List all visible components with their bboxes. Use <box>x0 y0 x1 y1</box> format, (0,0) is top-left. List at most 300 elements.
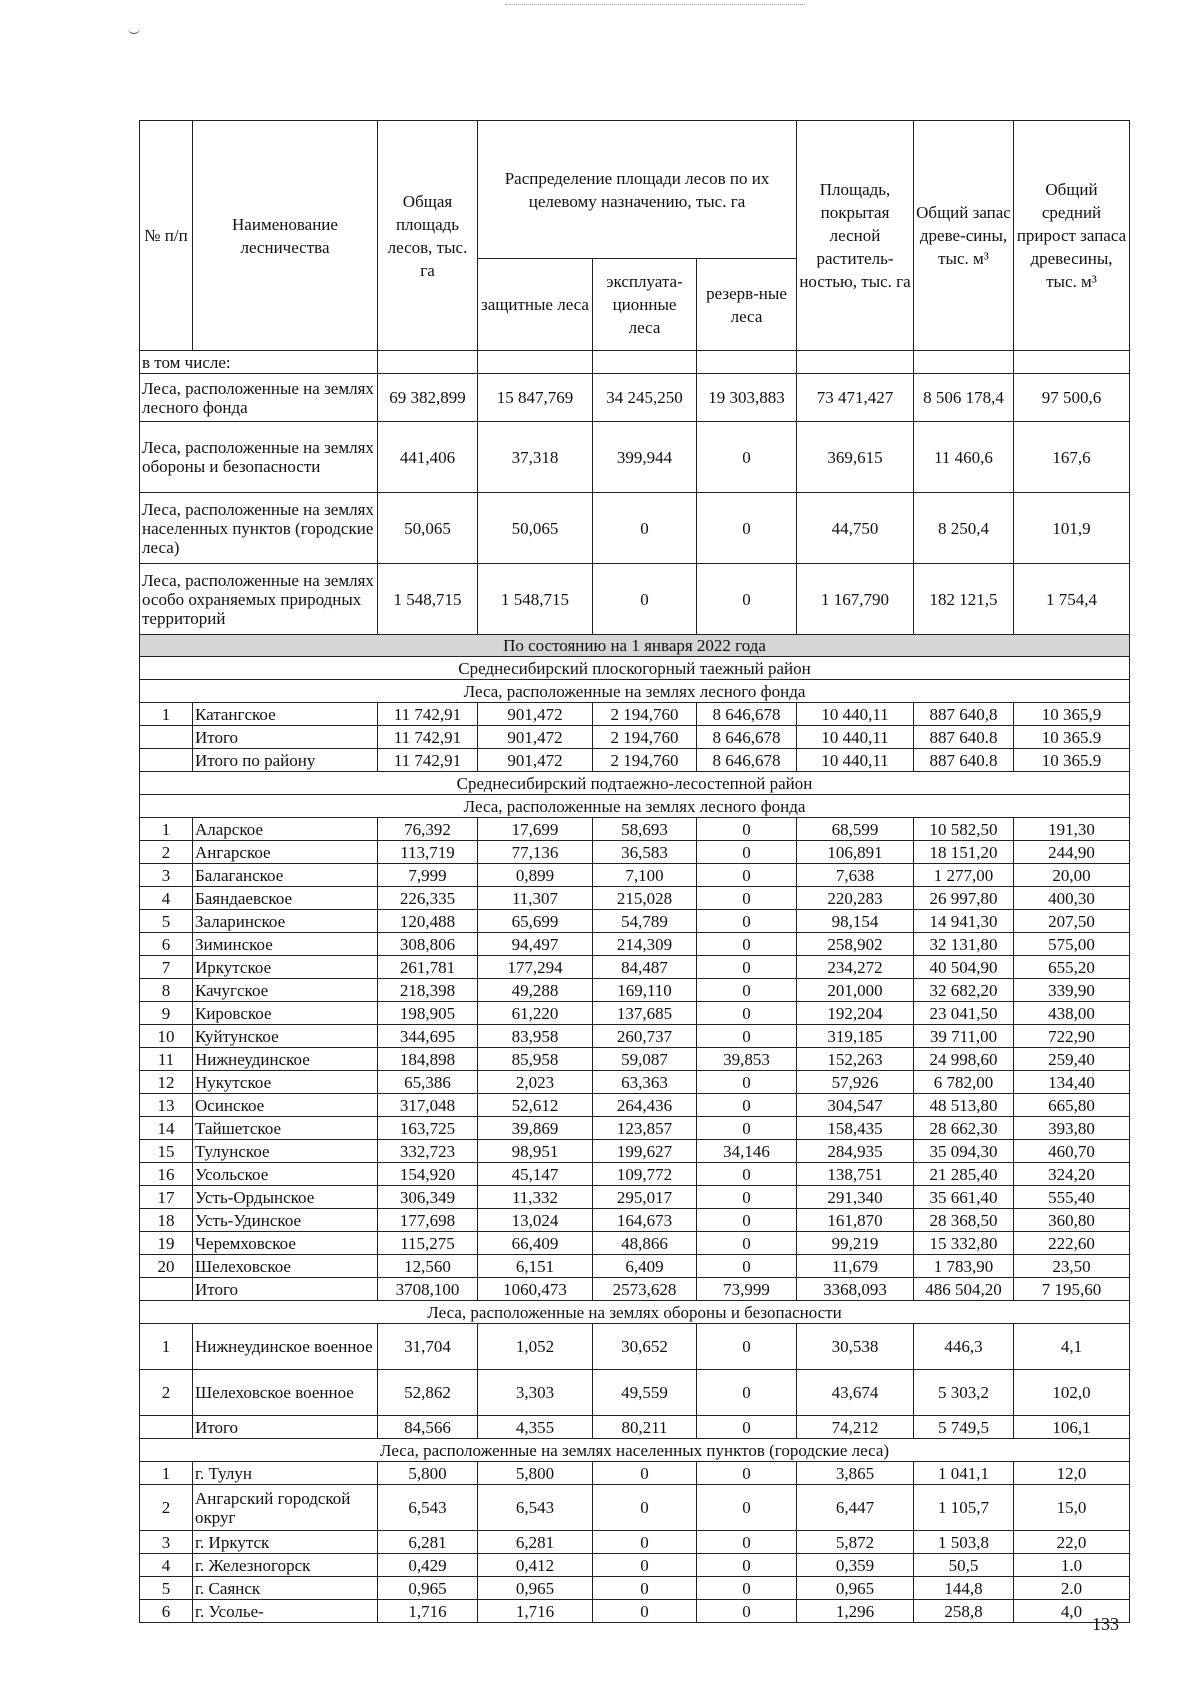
reserve-cell: 0 <box>697 1025 797 1048</box>
row-num-cell: 1 <box>140 1462 193 1485</box>
total-area-cell: 218,398 <box>378 979 478 1002</box>
growth-cell: 655,20 <box>1014 956 1130 979</box>
row-num-cell <box>140 1416 193 1439</box>
exploitation-cell: 48,866 <box>593 1232 697 1255</box>
forestry-name-cell: г. Саянск <box>193 1577 378 1600</box>
covered-area-cell: 304,547 <box>797 1094 914 1117</box>
summary-cell: 15 847,769 <box>478 374 593 422</box>
table-row <box>140 1255 1130 1278</box>
exploitation-cell: 260,737 <box>593 1025 697 1048</box>
scan-mark <box>128 27 140 34</box>
exploitation-cell: 123,857 <box>593 1117 697 1140</box>
growth-cell: 222,60 <box>1014 1232 1130 1255</box>
total-area-cell: 11 742,91 <box>378 726 478 749</box>
reserve-cell: 0 <box>697 1117 797 1140</box>
row-num-cell: 4 <box>140 1554 193 1577</box>
reserve-cell: 0 <box>697 864 797 887</box>
exploitation-cell: 2 194,760 <box>593 749 697 772</box>
exploitation-cell: 0 <box>593 1577 697 1600</box>
exploitation-cell: 0 <box>593 1531 697 1554</box>
reserve-cell: 73,999 <box>697 1278 797 1301</box>
reserve-cell: 0 <box>697 1255 797 1278</box>
forestry-name-cell: Усть-Удинское <box>193 1209 378 1232</box>
reserve-cell: 0 <box>697 1370 797 1416</box>
exploitation-cell: 84,487 <box>593 956 697 979</box>
protective-cell: 6,281 <box>478 1531 593 1554</box>
stock-cell: 32 131,80 <box>914 933 1014 956</box>
stock-cell: 258,8 <box>914 1600 1014 1623</box>
covered-area-cell: 30,538 <box>797 1324 914 1370</box>
total-row <box>140 726 1130 749</box>
growth-cell: 259,40 <box>1014 1048 1130 1071</box>
covered-area-cell: 10 440,11 <box>797 749 914 772</box>
summary-cell: 399,944 <box>593 422 697 493</box>
summary-cell: 69 382,899 <box>378 374 478 422</box>
stock-cell: 35 661,40 <box>914 1186 1014 1209</box>
exploitation-cell: 199,627 <box>593 1140 697 1163</box>
table-row <box>140 1485 1130 1531</box>
protective-cell: 901,472 <box>478 726 593 749</box>
reserve-cell: 0 <box>697 1554 797 1577</box>
total-area-cell: 261,781 <box>378 956 478 979</box>
forestry-name-cell: Аларское <box>193 818 378 841</box>
exploitation-cell: 80,211 <box>593 1416 697 1439</box>
table-row <box>140 1117 1130 1140</box>
reserve-cell: 0 <box>697 1071 797 1094</box>
total-area-cell: 308,806 <box>378 933 478 956</box>
total-area-cell: 120,488 <box>378 910 478 933</box>
covered-area-cell: 74,212 <box>797 1416 914 1439</box>
growth-cell: 4,0 <box>1014 1600 1130 1623</box>
growth-cell: 400,30 <box>1014 887 1130 910</box>
col-num-header: № п/п <box>140 121 193 351</box>
covered-area-cell: 3,865 <box>797 1462 914 1485</box>
exploitation-cell: 295,017 <box>593 1186 697 1209</box>
protective-cell: 49,288 <box>478 979 593 1002</box>
reserve-cell: 0 <box>697 910 797 933</box>
total-row <box>140 1278 1130 1301</box>
forestry-name-cell: Ангарский городской округ <box>193 1485 378 1531</box>
table-row <box>140 933 1130 956</box>
row-num-cell: 8 <box>140 979 193 1002</box>
stock-cell: 28 662,30 <box>914 1117 1014 1140</box>
table-row <box>140 887 1130 910</box>
total-area-cell: 113,719 <box>378 841 478 864</box>
growth-cell: 22,0 <box>1014 1531 1130 1554</box>
protective-cell: 4,355 <box>478 1416 593 1439</box>
section-header-row <box>140 1439 1130 1462</box>
row-num-cell: 4 <box>140 887 193 910</box>
growth-cell: 23,50 <box>1014 1255 1130 1278</box>
summary-cell: 182 121,5 <box>914 564 1014 635</box>
total-area-cell: 6,281 <box>378 1531 478 1554</box>
row-num-cell: 14 <box>140 1117 193 1140</box>
stock-cell: 144,8 <box>914 1577 1014 1600</box>
protective-cell: 85,958 <box>478 1048 593 1071</box>
reserve-cell: 0 <box>697 1531 797 1554</box>
covered-area-cell: 192,204 <box>797 1002 914 1025</box>
reserve-cell: 34,146 <box>697 1140 797 1163</box>
forestry-name-cell: Нижнеудинское <box>193 1048 378 1071</box>
forestry-name-cell: Катангское <box>193 703 378 726</box>
total-area-cell: 31,704 <box>378 1324 478 1370</box>
forestry-name-cell: г. Усолье- <box>193 1600 378 1623</box>
summary-cell: 44,750 <box>797 493 914 564</box>
table-row <box>140 1600 1130 1623</box>
col-exploitation-header: эксплуата-ционные леса <box>593 259 697 351</box>
exploitation-cell: 109,772 <box>593 1163 697 1186</box>
summary-cell: 0 <box>697 564 797 635</box>
stock-cell: 1 105,7 <box>914 1485 1014 1531</box>
forestry-name-cell: Баяндаевское <box>193 887 378 910</box>
summary-cell: 1 167,790 <box>797 564 914 635</box>
summary-cell: 97 500,6 <box>1014 374 1130 422</box>
reserve-cell: 8 646,678 <box>697 726 797 749</box>
covered-area-cell: 98,154 <box>797 910 914 933</box>
growth-cell: 575,00 <box>1014 933 1130 956</box>
protective-cell: 901,472 <box>478 749 593 772</box>
col-name-header: Наименование лесничества <box>193 121 378 351</box>
row-num-cell: 2 <box>140 1370 193 1416</box>
col-total-header: Общая площадь лесов, тыс. га <box>378 121 478 351</box>
stock-cell: 887 640.8 <box>914 726 1014 749</box>
exploitation-cell: 59,087 <box>593 1048 697 1071</box>
summary-cell: 0 <box>593 564 697 635</box>
protective-cell: 0,965 <box>478 1577 593 1600</box>
protective-cell: 2,023 <box>478 1071 593 1094</box>
summary-cell: 0 <box>697 493 797 564</box>
col-protective-header: защитные леса <box>478 259 593 351</box>
forestry-name-cell: Тайшетское <box>193 1117 378 1140</box>
row-num-cell <box>140 1278 193 1301</box>
row-num-cell <box>140 726 193 749</box>
protective-cell: 6,543 <box>478 1485 593 1531</box>
covered-area-cell: 11,679 <box>797 1255 914 1278</box>
reserve-cell: 0 <box>697 1485 797 1531</box>
summary-cell: 19 303,883 <box>697 374 797 422</box>
covered-area-cell: 161,870 <box>797 1209 914 1232</box>
total-area-cell: 332,723 <box>378 1140 478 1163</box>
table-row <box>140 1554 1130 1577</box>
forestry-name-cell: Зиминское <box>193 933 378 956</box>
covered-area-cell: 106,891 <box>797 841 914 864</box>
table-row <box>140 1577 1130 1600</box>
exploitation-cell: 0 <box>593 1600 697 1623</box>
summary-cell: 1 548,715 <box>478 564 593 635</box>
protective-cell: 0,412 <box>478 1554 593 1577</box>
table-row <box>140 1232 1130 1255</box>
table-row <box>140 1002 1130 1025</box>
forestry-name-cell: Черемховское <box>193 1232 378 1255</box>
row-num-cell: 16 <box>140 1163 193 1186</box>
reserve-cell: 0 <box>697 1462 797 1485</box>
row-num-cell <box>140 749 193 772</box>
reserve-cell: 0 <box>697 979 797 1002</box>
total-area-cell: 52,862 <box>378 1370 478 1416</box>
protective-cell: 66,409 <box>478 1232 593 1255</box>
reserve-cell: 8 646,678 <box>697 703 797 726</box>
summary-cell: 0 <box>593 493 697 564</box>
growth-cell: 15,0 <box>1014 1485 1130 1531</box>
exploitation-cell: 0 <box>593 1485 697 1531</box>
exploitation-cell: 7,100 <box>593 864 697 887</box>
growth-cell: 555,40 <box>1014 1186 1130 1209</box>
summary-cell: 50,065 <box>378 493 478 564</box>
total-area-cell: 11 742,91 <box>378 749 478 772</box>
reserve-cell: 0 <box>697 1324 797 1370</box>
stock-cell: 24 998,60 <box>914 1048 1014 1071</box>
summary-row <box>140 422 1130 493</box>
covered-area-cell: 258,902 <box>797 933 914 956</box>
growth-cell: 360,80 <box>1014 1209 1130 1232</box>
row-num-cell: 10 <box>140 1025 193 1048</box>
section-header: Среднесибирский плоскогорный таежный район <box>140 657 1130 680</box>
reserve-cell: 0 <box>697 1232 797 1255</box>
table-row <box>140 864 1130 887</box>
stock-cell: 39 711,00 <box>914 1025 1014 1048</box>
total-area-cell: 3708,100 <box>378 1278 478 1301</box>
forestry-name-cell: Усть-Ордынское <box>193 1186 378 1209</box>
growth-cell: 20,00 <box>1014 864 1130 887</box>
reserve-cell: 0 <box>697 1577 797 1600</box>
table-row <box>140 1531 1130 1554</box>
forestry-name-cell: Ангарское <box>193 841 378 864</box>
forestry-name-cell: Иркутское <box>193 956 378 979</box>
exploitation-cell: 214,309 <box>593 933 697 956</box>
reserve-cell: 0 <box>697 1163 797 1186</box>
covered-area-cell: 152,263 <box>797 1048 914 1071</box>
total-area-cell: 76,392 <box>378 818 478 841</box>
total-area-cell: 115,275 <box>378 1232 478 1255</box>
summary-name: Леса, расположенные на землях населенных пунктов (городские леса) <box>140 493 378 564</box>
reserve-cell: 0 <box>697 1186 797 1209</box>
stock-cell: 1 783,90 <box>914 1255 1014 1278</box>
protective-cell: 1,052 <box>478 1324 593 1370</box>
stock-cell: 18 151,20 <box>914 841 1014 864</box>
summary-cell: 1 754,4 <box>1014 564 1130 635</box>
total-row <box>140 749 1130 772</box>
section-header-row <box>140 772 1130 795</box>
row-num-cell: 13 <box>140 1094 193 1117</box>
section-header: Среднесибирский подтаежно-лесостепной район <box>140 772 1130 795</box>
total-area-cell: 65,386 <box>378 1071 478 1094</box>
forestry-name-cell: Шелеховское <box>193 1255 378 1278</box>
total-area-cell: 184,898 <box>378 1048 478 1071</box>
summary-row <box>140 564 1130 635</box>
table-row <box>140 956 1130 979</box>
total-row <box>140 1416 1130 1439</box>
growth-cell: 324,20 <box>1014 1163 1130 1186</box>
reserve-cell: 0 <box>697 1600 797 1623</box>
protective-cell: 177,294 <box>478 956 593 979</box>
protective-cell: 17,699 <box>478 818 593 841</box>
stock-cell: 1 503,8 <box>914 1531 1014 1554</box>
section-header-row <box>140 1301 1130 1324</box>
col-group-header: Распределение площади лесов по их целевому назначению, тыс. га <box>478 121 797 259</box>
stock-cell: 486 504,20 <box>914 1278 1014 1301</box>
stock-cell: 1 041,1 <box>914 1462 1014 1485</box>
table-row <box>140 1324 1130 1370</box>
covered-area-cell: 99,219 <box>797 1232 914 1255</box>
reserve-cell: 0 <box>697 818 797 841</box>
exploitation-cell: 63,363 <box>593 1071 697 1094</box>
forest-table <box>139 120 1130 1623</box>
summary-row <box>140 493 1130 564</box>
exploitation-cell: 164,673 <box>593 1209 697 1232</box>
exploitation-cell: 169,110 <box>593 979 697 1002</box>
table-row <box>140 1025 1130 1048</box>
total-area-cell: 154,920 <box>378 1163 478 1186</box>
summary-cell: 0 <box>697 422 797 493</box>
forestry-name-cell: Кировское <box>193 1002 378 1025</box>
forestry-name-cell: Итого <box>193 1278 378 1301</box>
stock-cell: 6 782,00 <box>914 1071 1014 1094</box>
covered-area-cell: 10 440,11 <box>797 703 914 726</box>
total-area-cell: 226,335 <box>378 887 478 910</box>
including-label: в том числе: <box>140 351 378 374</box>
forestry-name-cell: Усольское <box>193 1163 378 1186</box>
total-area-cell: 12,560 <box>378 1255 478 1278</box>
forestry-name-cell: г. Железногорск <box>193 1554 378 1577</box>
exploitation-cell: 2 194,760 <box>593 703 697 726</box>
reserve-cell: 0 <box>697 956 797 979</box>
covered-area-cell: 3368,093 <box>797 1278 914 1301</box>
protective-cell: 94,497 <box>478 933 593 956</box>
exploitation-cell: 58,693 <box>593 818 697 841</box>
covered-area-cell: 201,000 <box>797 979 914 1002</box>
summary-cell: 441,406 <box>378 422 478 493</box>
protective-cell: 5,800 <box>478 1462 593 1485</box>
row-num-cell: 2 <box>140 841 193 864</box>
reserve-cell: 0 <box>697 1002 797 1025</box>
row-num-cell: 15 <box>140 1140 193 1163</box>
row-num-cell: 18 <box>140 1209 193 1232</box>
summary-cell: 37,318 <box>478 422 593 493</box>
date-banner: По состоянию на 1 января 2022 года <box>140 635 1130 657</box>
row-num-cell: 3 <box>140 864 193 887</box>
total-area-cell: 344,695 <box>378 1025 478 1048</box>
table-row <box>140 1370 1130 1416</box>
exploitation-cell: 49,559 <box>593 1370 697 1416</box>
protective-cell: 13,024 <box>478 1209 593 1232</box>
growth-cell: 460,70 <box>1014 1140 1130 1163</box>
stock-cell: 14 941,30 <box>914 910 1014 933</box>
covered-area-cell: 68,599 <box>797 818 914 841</box>
stock-cell: 15 332,80 <box>914 1232 1014 1255</box>
table-row <box>140 1186 1130 1209</box>
protective-cell: 65,699 <box>478 910 593 933</box>
covered-area-cell: 10 440,11 <box>797 726 914 749</box>
stock-cell: 887 640,8 <box>914 703 1014 726</box>
covered-area-cell: 0,965 <box>797 1577 914 1600</box>
col-reserve-header: резерв-ные леса <box>697 259 797 351</box>
total-area-cell: 163,725 <box>378 1117 478 1140</box>
protective-cell: 901,472 <box>478 703 593 726</box>
growth-cell: 106,1 <box>1014 1416 1130 1439</box>
growth-cell: 2.0 <box>1014 1577 1130 1600</box>
section-header-row <box>140 680 1130 703</box>
col-stock-header: Общий запас древе-сины, тыс. м³ <box>914 121 1014 351</box>
covered-area-cell: 319,185 <box>797 1025 914 1048</box>
forestry-name-cell: Итого <box>193 1416 378 1439</box>
stock-cell: 26 997,80 <box>914 887 1014 910</box>
table-row <box>140 1209 1130 1232</box>
row-num-cell: 20 <box>140 1255 193 1278</box>
total-area-cell: 306,349 <box>378 1186 478 1209</box>
forestry-name-cell: Тулунское <box>193 1140 378 1163</box>
row-num-cell: 1 <box>140 818 193 841</box>
growth-cell: 191,30 <box>1014 818 1130 841</box>
growth-cell: 438,00 <box>1014 1002 1130 1025</box>
covered-area-cell: 1,296 <box>797 1600 914 1623</box>
exploitation-cell: 54,789 <box>593 910 697 933</box>
growth-cell: 10 365.9 <box>1014 726 1130 749</box>
stock-cell: 887 640.8 <box>914 749 1014 772</box>
protective-cell: 61,220 <box>478 1002 593 1025</box>
reserve-cell: 0 <box>697 1416 797 1439</box>
reserve-cell: 0 <box>697 887 797 910</box>
growth-cell: 10 365.9 <box>1014 749 1130 772</box>
covered-area-cell: 7,638 <box>797 864 914 887</box>
protective-cell: 0,899 <box>478 864 593 887</box>
exploitation-cell: 215,028 <box>593 887 697 910</box>
forestry-name-cell: Заларинское <box>193 910 378 933</box>
growth-cell: 393,80 <box>1014 1117 1130 1140</box>
stock-cell: 40 504,90 <box>914 956 1014 979</box>
summary-cell: 8 250,4 <box>914 493 1014 564</box>
row-num-cell: 17 <box>140 1186 193 1209</box>
page-number: 133 <box>1092 1614 1119 1634</box>
total-area-cell: 177,698 <box>378 1209 478 1232</box>
table-row <box>140 703 1130 726</box>
summary-cell: 167,6 <box>1014 422 1130 493</box>
stock-cell: 48 513,80 <box>914 1094 1014 1117</box>
growth-cell: 207,50 <box>1014 910 1130 933</box>
table-row <box>140 910 1130 933</box>
row-num-cell: 6 <box>140 1600 193 1623</box>
forestry-name-cell: Балаганское <box>193 864 378 887</box>
row-num-cell: 9 <box>140 1002 193 1025</box>
forestry-name-cell: Нукутское <box>193 1071 378 1094</box>
row-num-cell: 1 <box>140 1324 193 1370</box>
row-num-cell: 6 <box>140 933 193 956</box>
stock-cell: 32 682,20 <box>914 979 1014 1002</box>
forestry-name-cell: Нижнеудинское военное <box>193 1324 378 1370</box>
stock-cell: 446,3 <box>914 1324 1014 1370</box>
table-row <box>140 1140 1130 1163</box>
table-row <box>140 1094 1130 1117</box>
protective-cell: 39,869 <box>478 1117 593 1140</box>
reserve-cell: 0 <box>697 1094 797 1117</box>
growth-cell: 10 365,9 <box>1014 703 1130 726</box>
summary-row <box>140 374 1130 422</box>
stock-cell: 50,5 <box>914 1554 1014 1577</box>
exploitation-cell: 0 <box>593 1462 697 1485</box>
covered-area-cell: 291,340 <box>797 1186 914 1209</box>
protective-cell: 11,332 <box>478 1186 593 1209</box>
scan-dots <box>505 4 805 8</box>
reserve-cell: 0 <box>697 933 797 956</box>
stock-cell: 23 041,50 <box>914 1002 1014 1025</box>
row-num-cell: 11 <box>140 1048 193 1071</box>
protective-cell: 3,303 <box>478 1370 593 1416</box>
covered-area-cell: 57,926 <box>797 1071 914 1094</box>
protective-cell: 98,951 <box>478 1140 593 1163</box>
forestry-name-cell: Качугское <box>193 979 378 1002</box>
total-area-cell: 84,566 <box>378 1416 478 1439</box>
exploitation-cell: 6,409 <box>593 1255 697 1278</box>
total-area-cell: 5,800 <box>378 1462 478 1485</box>
